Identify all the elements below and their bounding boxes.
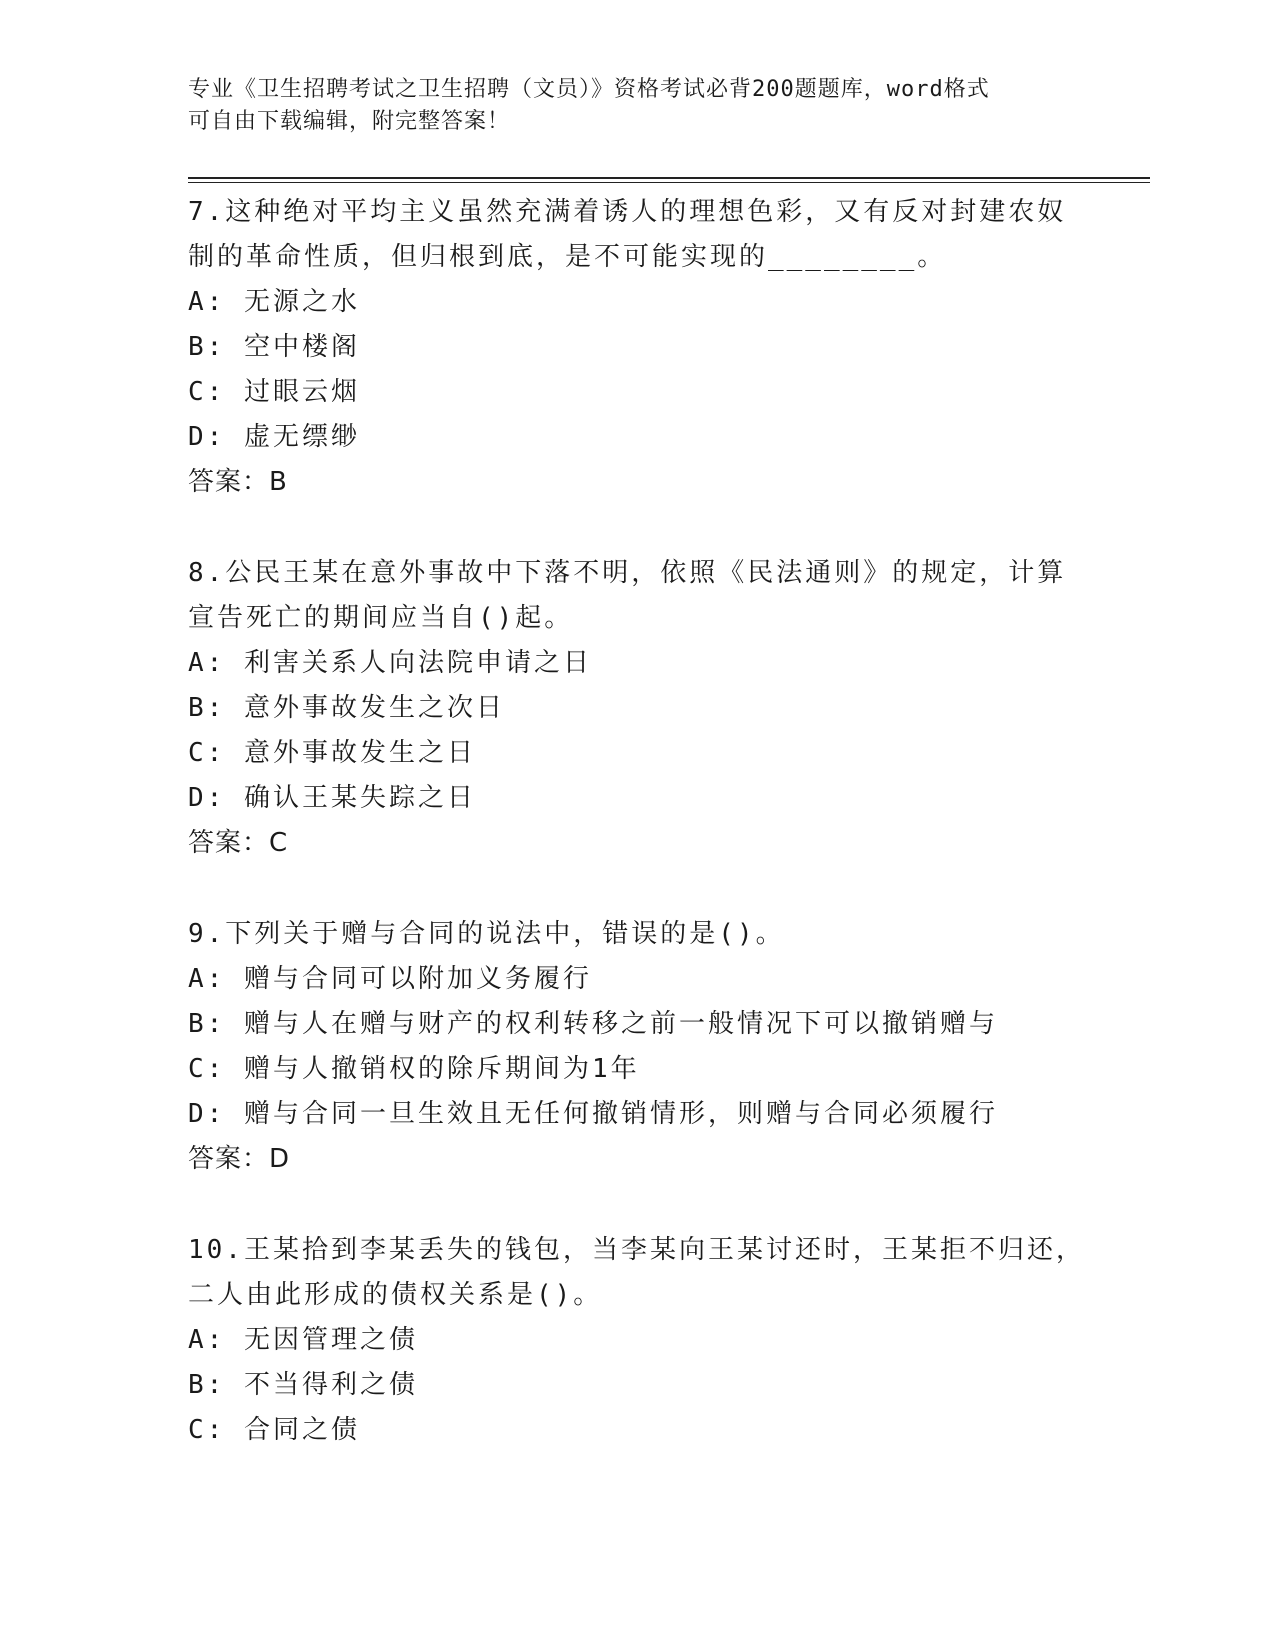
header-divider-thick [188,177,1150,179]
option-c: C: 赠与人撤销权的除斥期间为1年 [188,1054,640,1084]
header-line-1: 专业《卫生招聘考试之卫生招聘（文员）》资格考试必背200题题库，word格式 [188,77,990,102]
header-divider-thin [188,182,1150,183]
question-stem: 8.公民王某在意外事故中下落不明，依照《民法通则》的规定，计算宣告死亡的期间应当自()起。 [188,558,1067,633]
answer: 答案：D [188,1144,291,1174]
option-a: A: 无因管理之债 [188,1325,418,1355]
option-c: C: 意外事故发生之日 [188,738,476,768]
question-stem: 7.这种绝对平均主义虽然充满着诱人的理想色彩，又有反对封建农奴制的革命性质，但归根到底，是不可能实现的________。 [188,197,1067,272]
option-c: C: 合同之债 [188,1415,360,1445]
document-header [188,74,1068,138]
option-b: B: 赠与人在赠与财产的权利转移之前一般情况下可以撤销赠与 [188,1009,998,1039]
question-list [188,190,1088,1499]
question-9 [188,912,1088,1182]
option-b: B: 空中楼阁 [188,332,360,362]
question-7 [188,190,1088,505]
option-b: B: 意外事故发生之次日 [188,693,505,723]
option-a: A: 无源之水 [188,287,360,317]
option-d: D: 确认王某失踪之日 [188,783,476,813]
option-d: D: 赠与合同一旦生效且无任何撤销情形，则赠与合同必须履行 [188,1099,998,1129]
option-a: A: 利害关系人向法院申请之日 [188,648,592,678]
option-c: C: 过眼云烟 [188,377,360,407]
answer: 答案：C [188,828,289,858]
question-stem: 10.王某拾到李某丢失的钱包，当李某向王某讨还时，王某拒不归还，二人由此形成的债权关系是()。 [188,1235,1085,1310]
question-stem: 9.下列关于赠与合同的说法中，错误的是()。 [188,919,785,949]
question-8 [188,551,1088,866]
answer: 答案：B [188,467,288,497]
option-a: A: 赠与合同可以附加义务履行 [188,964,592,994]
header-line-2: 可自由下载编辑，附完整答案！ [188,109,511,134]
option-b: B: 不当得利之债 [188,1370,418,1400]
question-10 [188,1228,1088,1453]
option-d: D: 虚无缥缈 [188,422,360,452]
